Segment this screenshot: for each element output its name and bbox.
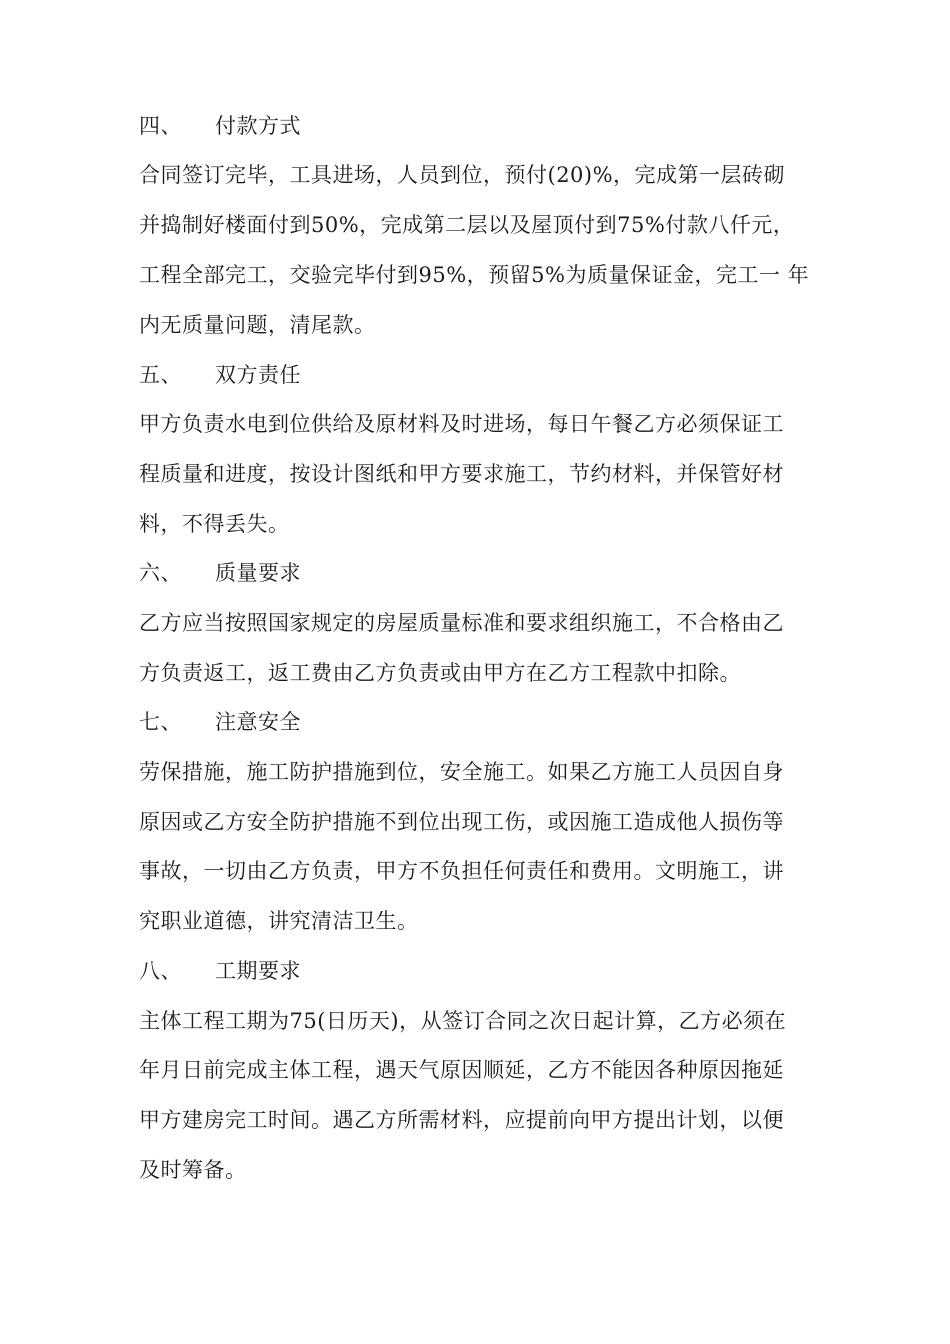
paragraph-line: 程质量和进度，按设计图纸和甲方要求施工，节约材料，并保管好材 <box>139 462 784 486</box>
section-heading-5 <box>139 361 301 389</box>
section-heading-8 <box>139 957 301 985</box>
paragraph-line: 甲方建房完工时间。遇乙方所需材料，应提前向甲方提出计划，以便 <box>139 1108 784 1132</box>
section-number: 六、 <box>139 561 182 585</box>
section-title: 工期要求 <box>215 959 301 983</box>
section-number: 八、 <box>139 959 182 983</box>
paragraph-line: 并捣制好楼面付到50%，完成第二层以及屋顶付到75%付款八仟元， <box>139 213 795 237</box>
section-number: 四、 <box>139 114 182 138</box>
paragraph-line: 及时筹备。 <box>139 1158 247 1182</box>
paragraph-line: 方负责返工，返工费由乙方负责或由甲方在乙方工程款中扣除。 <box>139 661 741 685</box>
paragraph-line: 事故，一切由乙方负责，甲方不负担任何责任和费用。文明施工，讲 <box>139 859 784 883</box>
paragraph-line: 究职业道德，讲究清洁卫生。 <box>139 909 419 933</box>
paragraph-line: 原因或乙方安全防护措施不到位出现工伤，或因施工造成他人损伤等 <box>139 810 784 834</box>
paragraph-line: 主体工程工期为75(日历天)，从签订合同之次日起计算，乙方必须在 <box>139 1009 787 1033</box>
paragraph-line: 乙方应当按照国家规定的房屋质量标准和要求组织施工，不合格由乙 <box>139 611 784 635</box>
section-heading-4 <box>139 112 301 140</box>
section-title: 注意安全 <box>215 710 301 734</box>
section-title: 质量要求 <box>215 561 301 585</box>
section-heading-6 <box>139 559 301 587</box>
section-title: 双方责任 <box>215 363 301 387</box>
paragraph-line: 劳保措施，施工防护措施到位，安全施工。如果乙方施工人员因自身 <box>139 760 784 784</box>
section-number: 七、 <box>139 710 182 734</box>
section-number: 五、 <box>139 363 182 387</box>
paragraph-line: 甲方负责水电到位供给及原材料及时进场，每日午餐乙方必须保证工 <box>139 412 784 436</box>
paragraph-line: 年月日前完成主体工程，遇天气原因顺延，乙方不能因各种原因拖延 <box>139 1058 784 1082</box>
paragraph-line: 料，不得丢失。 <box>139 512 290 536</box>
paragraph-line: 工程全部完工，交验完毕付到95%，预留5%为质量保证金，完工一 年 <box>139 263 810 287</box>
paragraph-line: 合同签订完毕，工具进场，人员到位，预付(20)%，完成第一层砖砌 <box>139 163 786 187</box>
section-heading-7 <box>139 708 301 736</box>
section-title: 付款方式 <box>215 114 301 138</box>
paragraph-line: 内无质量问题，清尾款。 <box>139 313 376 337</box>
